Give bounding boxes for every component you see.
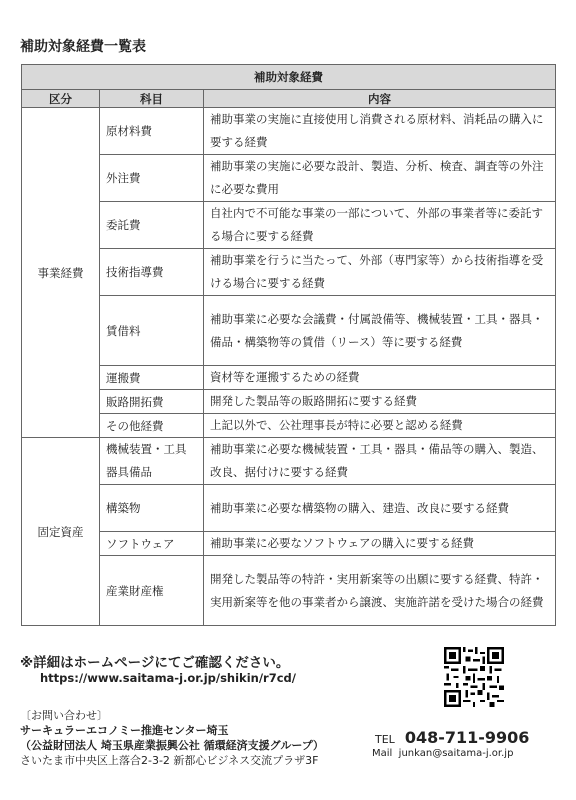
item-cell: 販路開拓費 [100,390,204,414]
item-cell: 外注費 [100,155,204,202]
content-cell: 補助事業の実施に直接使用し消費される原材料、消耗品の購入に要する経費 [204,108,556,155]
contact-mail [372,748,513,759]
expense-table [21,64,556,626]
column-header-category: 区分 [22,90,100,108]
content-cell: 補助事業に必要な機械装置・工具・器具・備品等の購入、製造、改良、据付けに要する経費 [204,438,556,485]
table-row [22,485,556,532]
item-cell: 産業財産権 [100,556,204,626]
notice-text: ※詳細はホームページにてご確認ください。 [20,655,290,671]
tel-number[interactable]: 048-711-9906 [404,728,530,747]
contact-tel [375,728,529,747]
content-cell: 補助事業に必要なソフトウェアの購入に要する経費 [204,532,556,556]
category-cell: 固定資産 [22,438,100,626]
table-row [22,296,556,366]
table-row [22,532,556,556]
item-cell: 技術指導費 [100,249,204,296]
page-title: 補助対象経費一覧表 [20,39,146,55]
item-cell: 運搬費 [100,366,204,390]
table-row [22,414,556,438]
content-cell: 開発した製品等の特許・実用新案等の出願に要する経費、特許・実用新案等を他の事業者から譲渡、実施許諾を受けた場合の経費 [204,556,556,626]
column-header-item: 科目 [100,90,204,108]
content-cell: 資材等を運搬するための経費 [204,366,556,390]
table-row [22,202,556,249]
contact-org-sub: （公益財団法人 埼玉県産業振興公社 循環経済支援グループ） [20,739,324,752]
table-row [22,390,556,414]
content-cell: 開発した製品等の販路開拓に要する経費 [204,390,556,414]
item-cell: 機械装置・工具器具備品 [100,438,204,485]
column-header-content: 内容 [204,90,556,108]
content-cell: 補助事業の実施に必要な設計、製造、分析、検査、調査等の外注に必要な費用 [204,155,556,202]
homepage-link[interactable]: https://www.saitama-j.or.jp/shikin/r7cd/ [40,671,296,685]
contact-org: サーキュラーエコノミー推進センター埼玉 [20,724,229,737]
table-row [22,556,556,626]
table-row [22,155,556,202]
contact-block [20,708,324,768]
content-cell: 補助事業に必要な構築物の購入、建造、改良に要する経費 [204,485,556,532]
item-cell: 原材料費 [100,108,204,155]
contact-heading: 〔お問い合わせ〕 [20,709,108,722]
item-cell: ソフトウェア [100,532,204,556]
contact-address: さいたま市中央区上落合2-3-2 新都心ビジネス交流プラザ3F [20,754,319,767]
content-cell: 補助事業に必要な会議費・付属設備等、機械装置・工具・器具・備品・構築物等の賃借（リース）等に要する経費 [204,296,556,366]
qr-code [444,647,504,707]
item-cell: 委託費 [100,202,204,249]
item-cell: その他経費 [100,414,204,438]
content-cell: 自社内で不可能な事業の一部について、外部の事業者等に委託する場合に要する経費 [204,202,556,249]
table-header-top: 補助対象経費 [22,65,556,90]
item-cell: 賃借料 [100,296,204,366]
table-row [22,366,556,390]
table-row [22,249,556,296]
item-cell: 構築物 [100,485,204,532]
tel-label: TEL [375,733,395,746]
table-row [22,438,556,485]
mail-address[interactable]: junkan@saitama-j.or.jp [398,748,514,759]
category-cell: 事業経費 [22,108,100,438]
mail-label: Mail [372,748,393,759]
table-row [22,108,556,155]
table-body [22,108,556,626]
content-cell: 補助事業を行うに当たって、外部（専門家等）から技術指導を受ける場合に要する経費 [204,249,556,296]
content-cell: 上記以外で、公社理事長が特に必要と認める経費 [204,414,556,438]
